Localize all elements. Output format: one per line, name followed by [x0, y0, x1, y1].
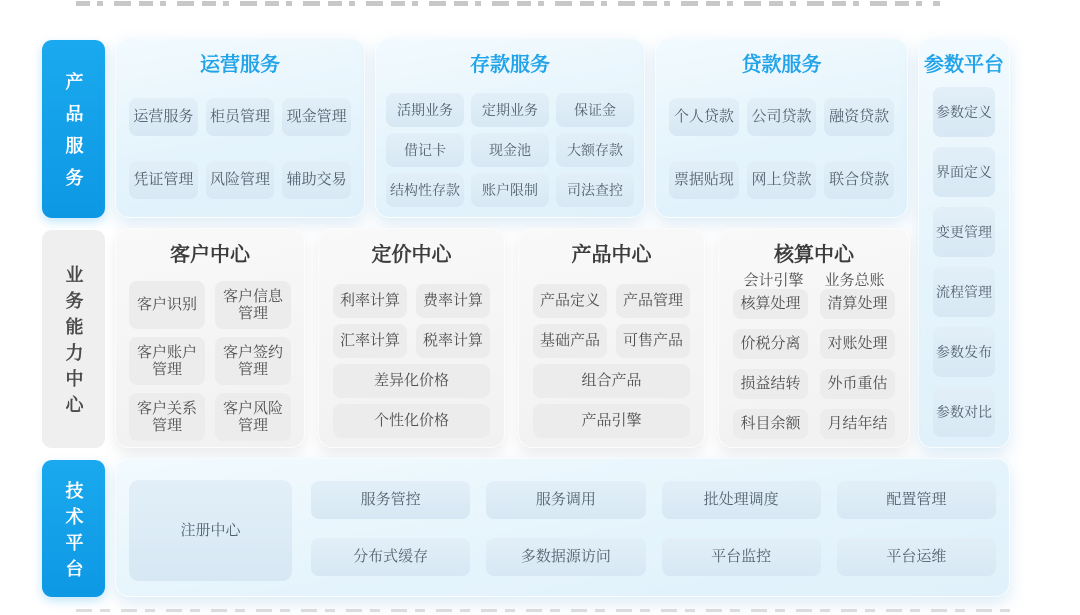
module-chip: 利率计算: [333, 284, 407, 318]
module-chip: 参数定义: [933, 87, 995, 137]
side-label-text: 业务能力中心: [63, 265, 84, 421]
module-chip: 核算处理: [733, 289, 808, 319]
accounting-sublabel-general-ledger: 业务总账: [824, 272, 885, 289]
module-grid: [116, 267, 304, 441]
module-chip: 费率计算: [416, 284, 490, 318]
module-chip: 大额存款: [556, 133, 634, 167]
module-chip: 运营服务: [129, 98, 198, 136]
group-parameter-platform: [918, 38, 1010, 448]
module-chip: 服务管控: [311, 481, 470, 519]
module-chip: 可售产品: [616, 324, 690, 358]
module-chip: 平台运维: [837, 538, 996, 576]
module-chip: 辅助交易: [282, 161, 351, 199]
group-customer-center: [115, 228, 305, 448]
side-label-text: 技术平台: [63, 480, 84, 585]
module-chip: 产品定义: [533, 284, 607, 318]
module-chip: 客户关系管理: [129, 393, 205, 441]
group-operation-services: [115, 38, 365, 218]
module-chip: 借记卡: [386, 133, 464, 167]
module-chip: 柜员管理: [206, 98, 275, 136]
group-deposit-services: [375, 38, 645, 218]
module-grid: [719, 289, 909, 439]
module-chip: 保证金: [556, 93, 634, 127]
group-title: 定价中心: [371, 244, 452, 266]
module-chip: 批处理调度: [662, 481, 821, 519]
module-chip: 客户签约管理: [215, 337, 291, 385]
module-chip: 月结年结: [820, 409, 895, 439]
group-tech-platform: [115, 458, 1010, 597]
module-chip: 外币重估: [820, 369, 895, 399]
module-grid: [519, 267, 704, 438]
module-chip: 对账处理: [820, 329, 895, 359]
group-title: 存款服务: [470, 54, 550, 76]
group-title: 核算中心: [774, 244, 854, 266]
module-chip: 参数发布: [933, 327, 995, 377]
module-grid: [376, 77, 644, 207]
group-accounting-center: [718, 228, 910, 448]
module-grid: [656, 77, 907, 199]
module-chip: 清算处理: [820, 289, 895, 319]
module-grid: [116, 77, 364, 199]
module-grid: [311, 481, 996, 576]
module-chip: 结构性存款: [386, 173, 464, 207]
module-chip: 多数据源访问: [486, 538, 645, 576]
group-title: 客户中心: [170, 244, 250, 266]
group-product-center: [518, 228, 705, 448]
module-chip: 损益结转: [733, 369, 808, 399]
group-title: 运营服务: [200, 54, 280, 76]
module-chip: 差异化价格: [333, 364, 490, 398]
side-label-tech-platform: [42, 460, 105, 597]
module-chip: 产品引擎: [533, 404, 690, 438]
module-chip: 变更管理: [933, 207, 995, 257]
accounting-sublabels: [719, 267, 909, 289]
module-chip: 界面定义: [933, 147, 995, 197]
side-label-product-services: [42, 40, 105, 218]
module-chip: 司法查控: [556, 173, 634, 207]
module-chip: 税率计算: [416, 324, 490, 358]
module-chip: 凭证管理: [129, 161, 198, 199]
group-title: 贷款服务: [741, 54, 822, 76]
module-chip: 参数对比: [933, 387, 995, 437]
module-grid: [919, 77, 1009, 437]
module-chip: 个性化价格: [333, 404, 490, 438]
module-chip: 风险管理: [206, 161, 275, 199]
clipped-text-strip-top: [76, 1, 940, 6]
module-chip: 组合产品: [533, 364, 690, 398]
module-chip: 客户账户管理: [129, 337, 205, 385]
module-chip: 账户限制: [471, 173, 549, 207]
module-chip: 联合贷款: [824, 161, 894, 199]
registry-center-box: 注册中心: [129, 480, 292, 581]
module-chip: 融资贷款: [824, 98, 894, 136]
side-label-text: 产品服务: [63, 72, 84, 200]
module-chip: 现金管理: [282, 98, 351, 136]
module-chip: 汇率计算: [333, 324, 407, 358]
clipped-text-strip-bottom: [76, 609, 1010, 612]
group-title: 产品中心: [571, 244, 652, 266]
module-chip: 价税分离: [733, 329, 808, 359]
module-chip: 活期业务: [386, 93, 464, 127]
module-chip: 票据贴现: [669, 161, 739, 199]
module-chip: 分布式缓存: [311, 538, 470, 576]
module-chip: 科目余额: [733, 409, 808, 439]
module-chip: 流程管理: [933, 267, 995, 317]
module-chip: 现金池: [471, 133, 549, 167]
side-label-business-capability-center: [42, 230, 105, 448]
module-chip: 平台监控: [662, 538, 821, 576]
module-grid: [319, 267, 504, 438]
module-chip: 个人贷款: [669, 98, 739, 136]
module-chip: 公司贷款: [747, 98, 817, 136]
module-chip: 基础产品: [533, 324, 607, 358]
module-chip: 客户信息管理: [215, 281, 291, 329]
group-loan-services: [655, 38, 908, 218]
module-chip: 客户风险管理: [215, 393, 291, 441]
module-chip: 客户识别: [129, 281, 205, 329]
module-chip: 服务调用: [486, 481, 645, 519]
module-chip: 定期业务: [471, 93, 549, 127]
group-title: 参数平台: [924, 54, 1004, 76]
module-chip: 产品管理: [616, 284, 690, 318]
module-chip: 配置管理: [837, 481, 996, 519]
group-pricing-center: [318, 228, 505, 448]
module-chip: 网上贷款: [747, 161, 817, 199]
accounting-sublabel-ledger-engine: 会计引擎: [743, 272, 804, 289]
